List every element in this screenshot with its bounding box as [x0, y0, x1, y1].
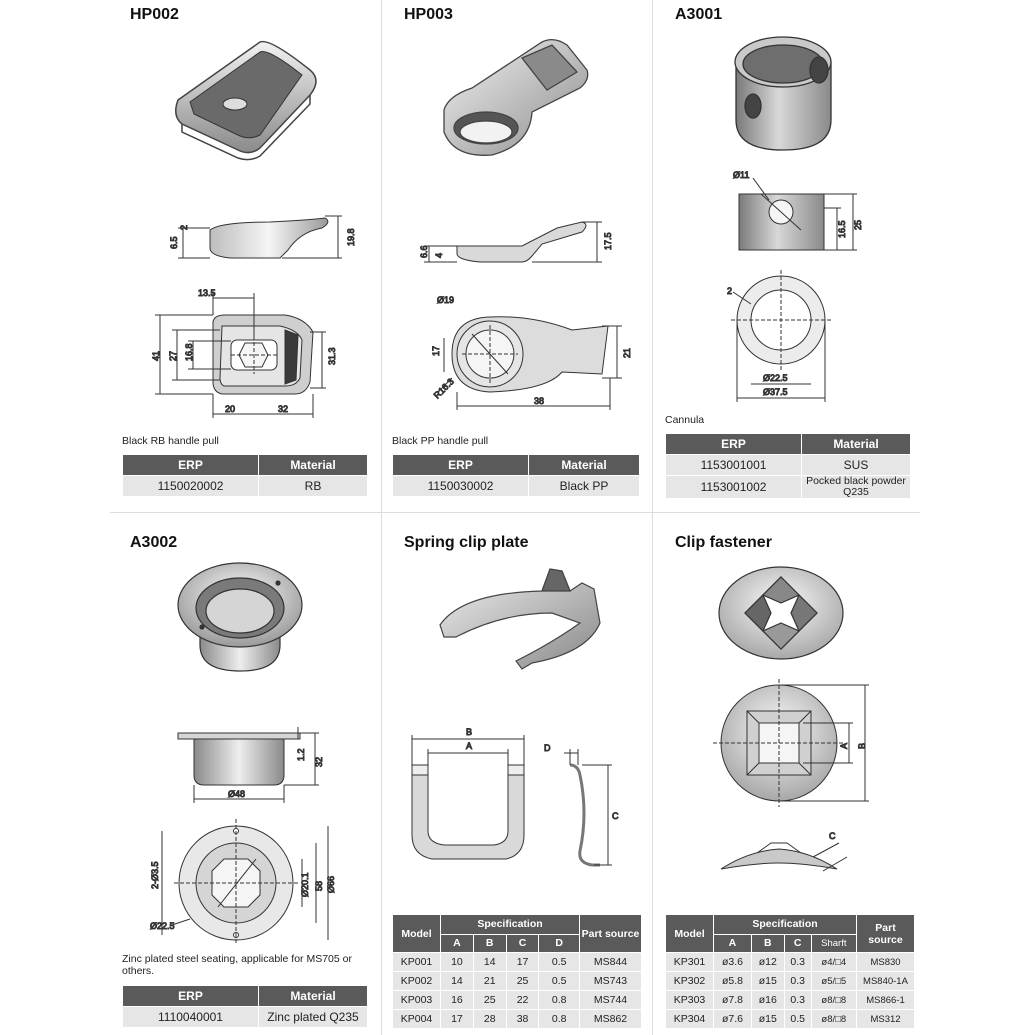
table-row [123, 476, 368, 497]
panel-a3001 [653, 0, 923, 512]
spec-cell: 21 [473, 972, 506, 991]
material-cell: RB [259, 476, 368, 497]
dim-label: R16.3 [431, 376, 456, 401]
erp-cell: 1153001002 [666, 476, 802, 499]
material-cell: SUS [802, 455, 911, 476]
hp003-top-view [431, 295, 632, 410]
dim-label: 58 [314, 880, 324, 891]
spec-cell: ø15 [751, 972, 784, 991]
dim-label: 6.6 [419, 245, 429, 258]
dim-label: 21 [622, 347, 632, 358]
dim-label: 27 [168, 350, 178, 361]
dim-label: 4 [434, 252, 444, 258]
spec-cell: ø3.6 [714, 953, 752, 972]
panel-clip-fastener [653, 513, 923, 1035]
spec-cell: 16 [441, 991, 474, 1010]
a3002-side-view [178, 727, 324, 803]
material-cell: Black PP [529, 476, 640, 497]
a3002-3d-view [178, 563, 302, 671]
spec-subheader: A [441, 934, 474, 953]
dim-label: 1.2 [296, 748, 306, 761]
dim-label: 38 [534, 396, 545, 406]
spec-subheader: B [473, 934, 506, 953]
spec-cell: ø8/□8 [811, 991, 856, 1010]
dim-label: 31.3 [327, 347, 337, 365]
dim-label: A [839, 742, 849, 749]
part-cell: MS866-1 [857, 991, 915, 1010]
table-header: Material [529, 455, 640, 476]
panel-hp003 [382, 0, 652, 512]
dim-label: 16.8 [184, 343, 194, 361]
dim-label: Ø22.5 [150, 921, 175, 931]
material-cell: Pocked black powder Q235 [802, 476, 911, 499]
model-cell: KP001 [393, 953, 441, 972]
dim-label: 41 [151, 350, 161, 361]
material-cell: Zinc plated Q235 [259, 1007, 368, 1028]
dim-label: Ø20.1 [300, 872, 310, 897]
spring-title: Spring clip plate [404, 534, 529, 551]
part-source-header: Part source [857, 915, 915, 953]
spec-subheader: A [714, 934, 752, 953]
spec-cell: 0.5 [784, 1010, 811, 1029]
hp002-caption: Black RB handle pull [122, 435, 219, 447]
table-header: Material [802, 434, 911, 455]
table-header: ERP [666, 434, 802, 455]
dim-label: Ø48 [228, 789, 246, 799]
dim-label: Ø37.5 [763, 387, 788, 397]
spec-cell: 0.3 [784, 972, 811, 991]
clip-side-view [721, 831, 847, 871]
erp-cell: 1150020002 [123, 476, 259, 497]
panel-spring-clip-plate [382, 513, 652, 1035]
hp003-side-view [419, 222, 613, 262]
spec-cell: 25 [506, 972, 539, 991]
erp-cell: 1150030002 [393, 476, 529, 497]
clip-3d-view [719, 567, 843, 659]
dim-label: 2 [727, 286, 733, 296]
dim-label: B [466, 727, 473, 737]
spec-cell: 17 [506, 953, 539, 972]
spec-cell: ø15 [751, 1010, 784, 1029]
table-row [666, 1010, 915, 1029]
dim-label: 32 [278, 404, 289, 414]
panel-hp002 [110, 0, 381, 512]
part-cell: MS744 [580, 991, 642, 1010]
table-row [666, 991, 915, 1010]
model-cell: KP304 [666, 1010, 714, 1029]
dim-label: 20 [225, 404, 236, 414]
spec-cell: 25 [473, 991, 506, 1010]
spec-cell: ø12 [751, 953, 784, 972]
dim-label: Ø66 [326, 875, 336, 893]
table-row [666, 476, 911, 499]
part-cell: MS840-1A [857, 972, 915, 991]
table-row [123, 1007, 368, 1028]
spec-cell: 0.3 [784, 953, 811, 972]
table-row [393, 972, 642, 991]
spec-cell: 0.5 [539, 972, 580, 991]
spec-subheader: B [751, 934, 784, 953]
specification-header: Specification [441, 915, 580, 935]
dim-label: A [466, 741, 473, 751]
table-header: ERP [123, 455, 259, 476]
dim-label: C [829, 831, 836, 841]
table-header: Material [259, 455, 368, 476]
dim-label: B [857, 742, 867, 749]
model-cell: KP301 [666, 953, 714, 972]
spec-cell: ø5.8 [714, 972, 752, 991]
table-row [393, 1010, 642, 1029]
spec-cell: 0.5 [539, 953, 580, 972]
hp002-3d-view [176, 42, 316, 160]
part-cell: MS862 [580, 1010, 642, 1029]
panel-a3002 [110, 513, 381, 1035]
hp003-erp-table [392, 454, 640, 497]
a3001-title: A3001 [675, 6, 723, 23]
spec-subheader: Sharft [811, 934, 856, 953]
a3002-caption: Zinc plated steel seating, applicable for MS705 or others. [122, 953, 352, 977]
spec-subheader: C [784, 934, 811, 953]
hp003-title: HP003 [404, 6, 453, 23]
hp003-caption: Black PP handle pull [392, 435, 489, 447]
part-source-header: Part source [580, 915, 642, 953]
model-cell: KP003 [393, 991, 441, 1010]
dim-label: D [544, 743, 551, 753]
dim-label: Ø19 [437, 295, 455, 305]
a3001-3d-view [735, 37, 831, 150]
dim-label: 2-Ø3.5 [150, 861, 160, 889]
table-header: Material [259, 986, 368, 1007]
spec-cell: 14 [441, 972, 474, 991]
spec-cell: 17 [441, 1010, 474, 1029]
dim-label: 16.5 [837, 220, 847, 238]
a3001-top-view [727, 270, 831, 402]
hp002-side-view [169, 216, 356, 258]
part-cell: MS844 [580, 953, 642, 972]
hp002-top-view [151, 288, 337, 418]
dim-label: 13.5 [198, 288, 216, 298]
dim-label: 17.5 [603, 232, 613, 250]
spring-side-view [544, 743, 619, 865]
erp-cell: 1153001001 [666, 455, 802, 476]
spec-cell: ø7.8 [714, 991, 752, 1010]
model-cell: KP004 [393, 1010, 441, 1029]
dim-label: 17 [431, 345, 441, 356]
a3001-erp-table [665, 433, 911, 499]
part-cell: MS830 [857, 953, 915, 972]
a3002-erp-table [122, 985, 368, 1028]
table-header: ERP [393, 455, 529, 476]
dim-label: 25 [853, 219, 863, 230]
spec-cell: ø7.6 [714, 1010, 752, 1029]
model-cell: KP303 [666, 991, 714, 1010]
table-row [666, 953, 915, 972]
a3002-title: A3002 [130, 534, 178, 551]
specification-header: Specification [714, 915, 857, 935]
spec-cell: 14 [473, 953, 506, 972]
table-row [393, 991, 642, 1010]
table-row [393, 476, 640, 497]
clip-top-view [713, 679, 869, 807]
model-header: Model [393, 915, 441, 953]
table-header: ERP [123, 986, 259, 1007]
a3002-top-view [150, 819, 336, 945]
spec-cell: ø16 [751, 991, 784, 1010]
dim-label: 32 [314, 756, 324, 767]
table-row [393, 953, 642, 972]
spring-3d-view [440, 569, 600, 669]
spec-cell: ø8/□8 [811, 1010, 856, 1029]
spring-spec-table [392, 914, 642, 1029]
table-row [666, 455, 911, 476]
model-header: Model [666, 915, 714, 953]
dim-label: Ø22.5 [763, 373, 788, 383]
spec-cell: 28 [473, 1010, 506, 1029]
a3001-caption: Cannula [665, 414, 705, 426]
clip-title: Clip fastener [675, 534, 772, 551]
part-cell: MS312 [857, 1010, 915, 1029]
model-cell: KP002 [393, 972, 441, 991]
model-cell: KP302 [666, 972, 714, 991]
spec-cell: 22 [506, 991, 539, 1010]
a3001-side-view [733, 170, 863, 250]
spec-cell: ø4/□4 [811, 953, 856, 972]
spec-subheader: D [539, 934, 580, 953]
spec-cell: 38 [506, 1010, 539, 1029]
spec-cell: 0.8 [539, 1010, 580, 1029]
erp-cell: 1110040001 [123, 1007, 259, 1028]
dim-label: 6.5 [169, 236, 179, 249]
dim-label: 2 [179, 224, 189, 230]
dim-label: Ø11 [733, 170, 750, 180]
part-cell: MS743 [580, 972, 642, 991]
spring-front-view [412, 727, 524, 859]
table-row [666, 972, 915, 991]
hp003-3d-view [444, 40, 588, 156]
spec-cell: 0.3 [784, 991, 811, 1010]
dim-label: 19.8 [346, 228, 356, 246]
hp002-erp-table [122, 454, 368, 497]
dim-label: C [612, 811, 619, 821]
spec-subheader: C [506, 934, 539, 953]
spec-cell: 0.8 [539, 991, 580, 1010]
hp002-title: HP002 [130, 6, 179, 23]
spec-cell: 10 [441, 953, 474, 972]
clip-spec-table [665, 914, 915, 1029]
spec-cell: ø5/□5 [811, 972, 856, 991]
